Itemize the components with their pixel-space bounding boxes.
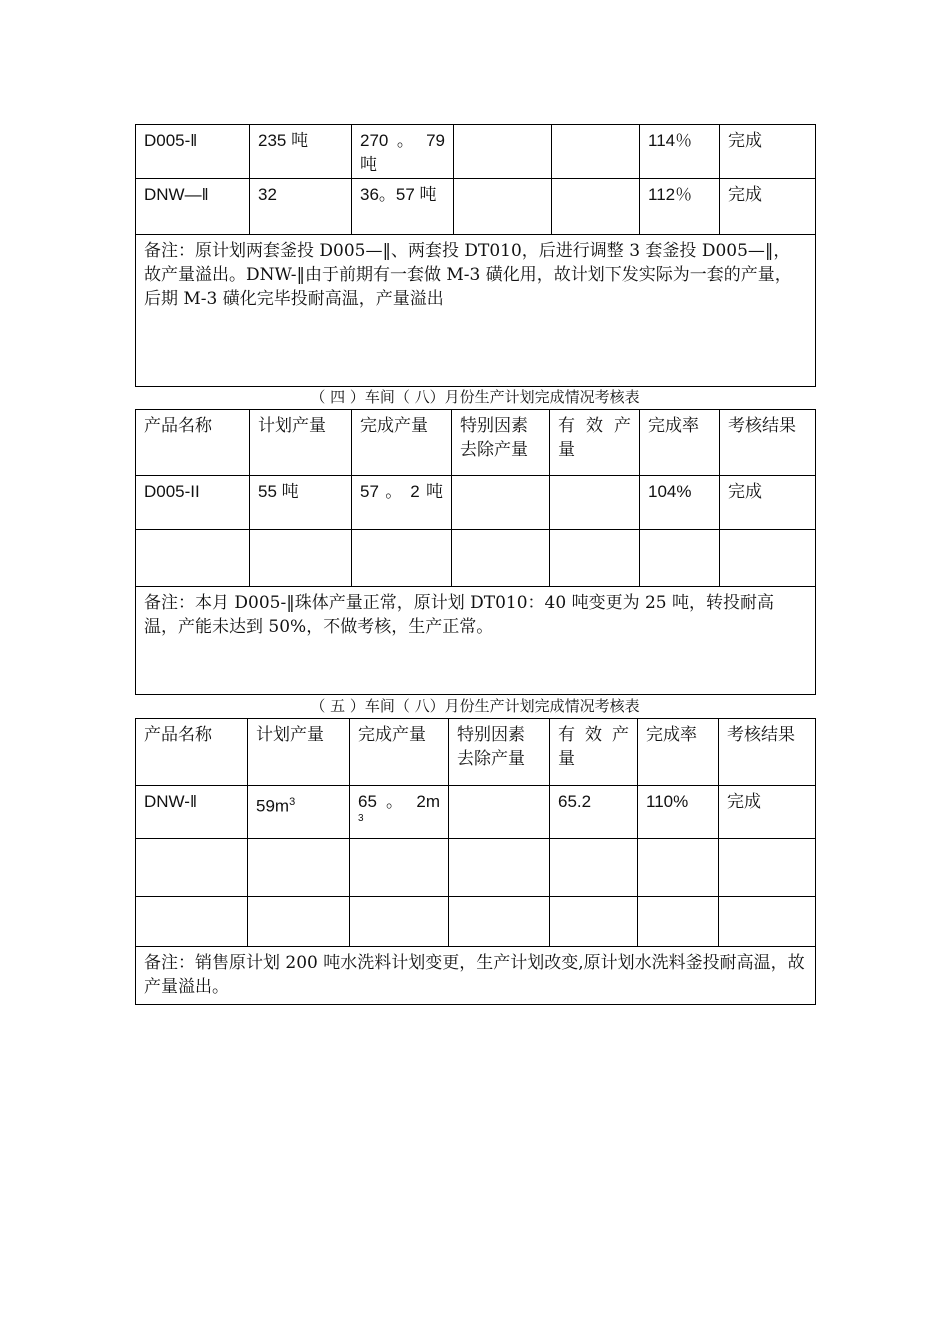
- table-caption: （ 五 ）车间（ 八）月份生产计划完成情况考核表: [310, 697, 640, 715]
- header-completed: 完成产量: [350, 719, 449, 786]
- cell-result: 完成: [720, 476, 816, 530]
- header-special: 特别因素去除产量: [452, 410, 550, 476]
- cell-effective: 65.2: [550, 786, 638, 839]
- table-row: [136, 897, 816, 947]
- cell-effective: [550, 476, 640, 530]
- header-effective: 有 效 产 量: [550, 410, 640, 476]
- remark-text: 备注：本月 D005-‖珠体产量正常，原计划 DT010：40 吨变更为 25 吨，转投耐高温，产能未达到 50%，不做考核，生产正常。: [136, 587, 816, 695]
- header-result: 考核结果: [720, 410, 816, 476]
- header-row: [136, 410, 816, 476]
- header-result: 考核结果: [719, 719, 816, 786]
- table-row: [136, 786, 816, 839]
- table-2: [135, 409, 816, 695]
- header-planned: 计划产量: [250, 410, 352, 476]
- cell-product: DNW—‖: [136, 179, 250, 235]
- cell-special: [449, 786, 550, 839]
- cell-special: [454, 125, 552, 179]
- cell-effective: [552, 125, 640, 179]
- table-row: [136, 125, 816, 179]
- table-row: [136, 476, 816, 530]
- cell-special: [454, 179, 552, 235]
- table-row: [136, 839, 816, 897]
- table-3: [135, 718, 816, 1005]
- cell-special: [452, 476, 550, 530]
- table-row: [136, 530, 816, 587]
- cell-planned: 32: [250, 179, 352, 235]
- cell-product: D005-‖: [136, 125, 250, 179]
- header-effective: 有 效 产 量: [550, 719, 638, 786]
- table-caption: （ 四 ）车间（ 八）月份生产计划完成情况考核表: [310, 388, 640, 406]
- cell-planned: 235 吨: [250, 125, 352, 179]
- cell-completed: 270 。 79 吨: [352, 125, 454, 179]
- remark-row: [136, 235, 816, 387]
- header-product: 产品名称: [136, 719, 248, 786]
- header-planned: 计划产量: [248, 719, 350, 786]
- cell-product: D005-II: [136, 476, 250, 530]
- remark-row: [136, 947, 816, 1005]
- header-product: 产品名称: [136, 410, 250, 476]
- header-rate: 完成率: [640, 410, 720, 476]
- remark-row: [136, 587, 816, 695]
- cell-rate: 104%: [640, 476, 720, 530]
- header-rate: 完成率: [638, 719, 719, 786]
- header-special: 特别因素去除产量: [449, 719, 550, 786]
- cell-result: 完成: [720, 125, 816, 179]
- cell-planned: $59m^3$: [248, 786, 350, 839]
- table-1: [135, 124, 816, 387]
- cell-rate: 114％: [640, 125, 720, 179]
- remark-text: 备注：销售原计划 200 吨水洗料计划变更，生产计划改变,原计划水洗料釜投耐高温，故产量溢出。: [136, 947, 816, 1005]
- cell-completed: 36。57 吨: [352, 179, 454, 235]
- cell-completed: 65 。 2m 3: [350, 786, 449, 839]
- remark-text: 备注：原计划两套釜投 D005—‖、两套投 DT010，后进行调整 3 套釜投 D005—‖， 故产量溢出。DNW-‖由于前期有一套做 M-3 磺化用，故计划下发实际为一套的产量，后期 M-3 磺化完毕投耐高温，产量溢出: [136, 235, 816, 387]
- cell-product: DNW-‖: [136, 786, 248, 839]
- cell-planned: 55 吨: [250, 476, 352, 530]
- cell-effective: [552, 179, 640, 235]
- table-row: [136, 179, 816, 235]
- cell-result: 完成: [719, 786, 816, 839]
- cell-result: 完成: [720, 179, 816, 235]
- cell-rate: 112％: [640, 179, 720, 235]
- header-completed: 完成产量: [352, 410, 452, 476]
- cell-completed: 57 。 2 吨: [352, 476, 452, 530]
- cell-rate: 110%: [638, 786, 719, 839]
- header-row: [136, 719, 816, 786]
